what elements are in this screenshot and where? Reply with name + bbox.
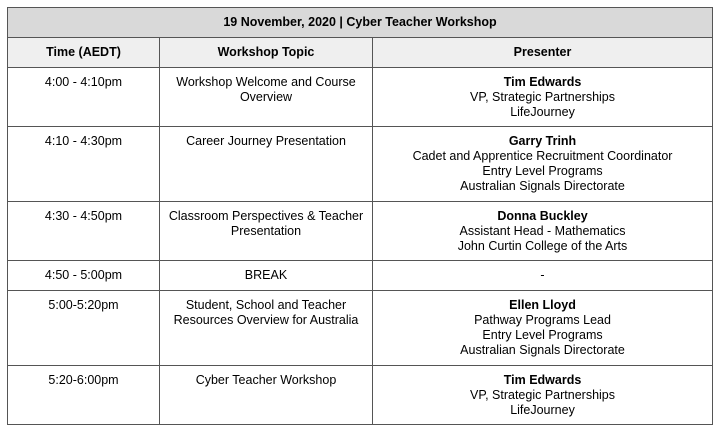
presenter-name: Tim Edwards [503, 373, 582, 387]
time-text: 5:20-6:00pm [48, 373, 119, 387]
topic-cell [160, 366, 373, 425]
time-text: 4:00 - 4:10pm [44, 75, 123, 89]
presenter-name: Garry Trinh [508, 134, 577, 148]
table-row [8, 68, 713, 127]
table-row [8, 202, 713, 261]
header-topic: Workshop Topic [160, 38, 373, 68]
time-text: 4:30 - 4:50pm [44, 209, 123, 223]
presenter-name: Ellen Lloyd [509, 298, 576, 312]
time-cell [8, 261, 160, 291]
topic-text: Workshop Welcome and Course Overview [176, 75, 356, 104]
presenter-role: Cadet and Apprentice Recruitment Coordinator [412, 149, 673, 163]
topic-cell [160, 291, 373, 366]
topic-cell [160, 68, 373, 127]
workshop-schedule-table [7, 7, 713, 425]
table-row [8, 127, 713, 202]
topic-text: Student, School and Teacher Resources Overview for Australia [173, 298, 359, 327]
presenter-role: Assistant Head - Mathematics [459, 224, 626, 238]
title-row [8, 8, 713, 38]
presenter-cell [373, 127, 713, 202]
presenter-role: VP, Strategic Partnerships [470, 388, 615, 402]
table-row [8, 366, 713, 425]
presenter-organization: Australian Signals Directorate [460, 343, 625, 357]
presenter-cell [373, 202, 713, 261]
presenter-cell [373, 68, 713, 127]
topic-cell [160, 261, 373, 291]
time-cell [8, 202, 160, 261]
time-text: 5:00-5:20pm [48, 298, 119, 312]
time-cell [8, 291, 160, 366]
presenter-cell [373, 261, 713, 291]
schedule-title: 19 November, 2020 | Cyber Teacher Workshop [8, 8, 713, 38]
topic-cell [160, 202, 373, 261]
presenter-placeholder: - [540, 268, 545, 282]
presenter-name: Donna Buckley [497, 209, 588, 223]
presenter-organization: Australian Signals Directorate [460, 179, 625, 193]
time-text: 4:50 - 5:00pm [44, 268, 123, 282]
presenter-organization: John Curtin College of the Arts [457, 239, 628, 253]
topic-text: BREAK [244, 268, 288, 282]
time-cell [8, 127, 160, 202]
presenter-role: Pathway Programs Lead [474, 313, 611, 327]
presenter-program: Entry Level Programs [482, 164, 603, 178]
topic-text: Career Journey Presentation [186, 134, 346, 148]
header-presenter: Presenter [373, 38, 713, 68]
time-text: 4:10 - 4:30pm [44, 134, 123, 148]
topic-text: Cyber Teacher Workshop [195, 373, 337, 387]
time-cell [8, 366, 160, 425]
presenter-name: Tim Edwards [503, 75, 582, 89]
header-row [8, 38, 713, 68]
topic-text: Classroom Perspectives & Teacher Presentation [168, 209, 364, 238]
presenter-cell [373, 291, 713, 366]
presenter-program: Entry Level Programs [482, 328, 603, 342]
header-time: Time (AEDT) [8, 38, 160, 68]
presenter-organization: LifeJourney [510, 403, 575, 417]
presenter-organization: LifeJourney [510, 105, 575, 119]
topic-cell [160, 127, 373, 202]
presenter-role: VP, Strategic Partnerships [470, 90, 615, 104]
table-row [8, 291, 713, 366]
table-row [8, 261, 713, 291]
time-cell [8, 68, 160, 127]
presenter-cell [373, 366, 713, 425]
